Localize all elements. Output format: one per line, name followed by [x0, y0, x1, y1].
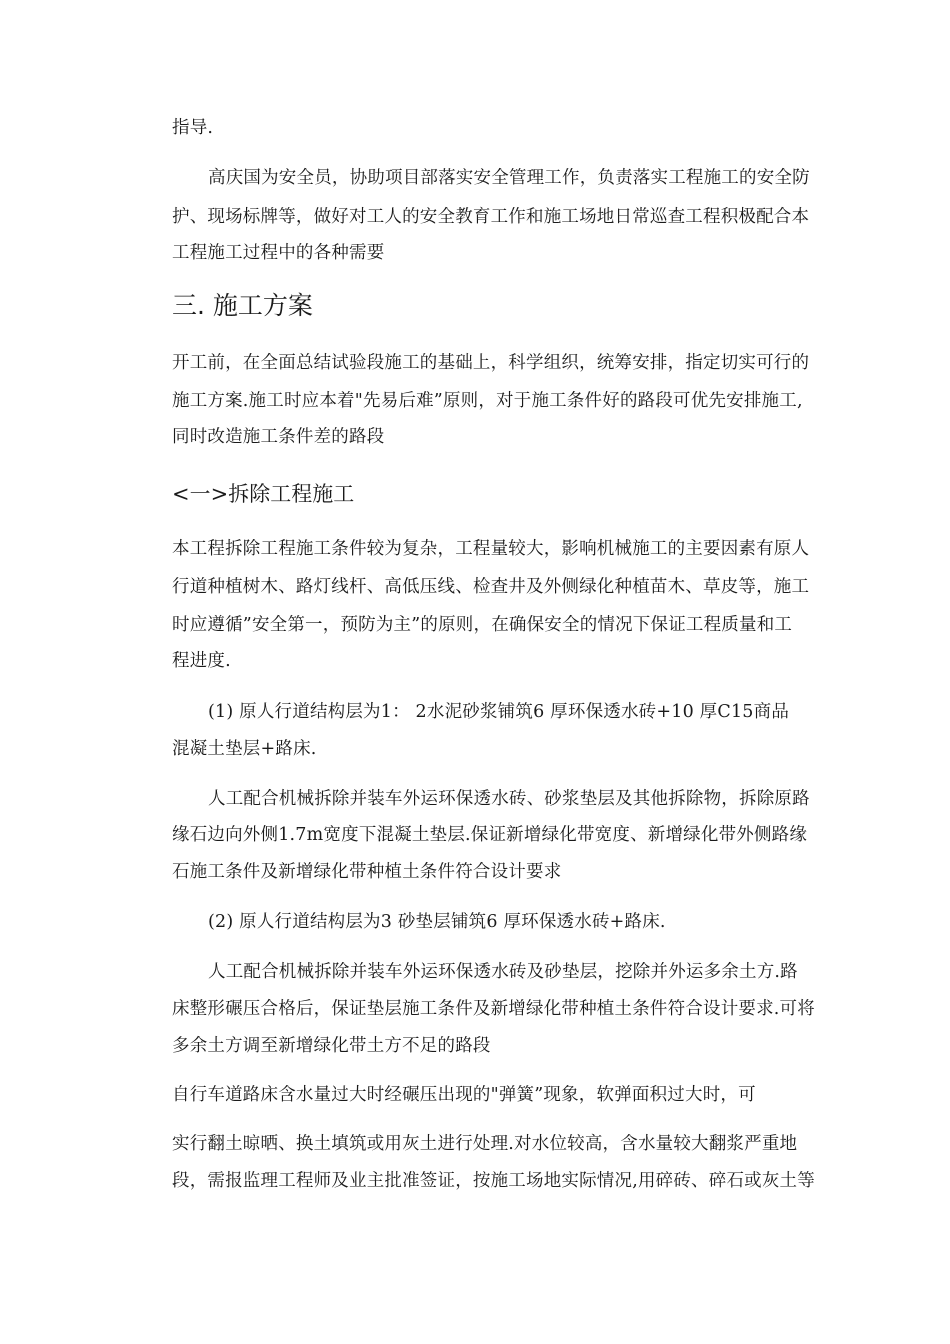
text-line: 缘石边向外侧1.7m宽度下混凝土垫层.保证新增绿化带宽度、新增绿化带外侧路缘 — [172, 825, 808, 845]
text-line: 指导. — [172, 118, 214, 138]
text-line: 同时改造施工条件差的路段 — [172, 427, 385, 447]
text-line: 程进度. — [172, 651, 231, 671]
text-line: 自行车道路床含水量过大时经碾压出现的"弹簧”现象，软弹面积过大时，可 — [172, 1085, 756, 1105]
text-line: 行道种植树木、路灯线杆、高低压线、检查井及外侧绿化种植苗木、草皮等，施工 — [172, 577, 810, 597]
text-line: 多余土方调至新增绿化带土方不足的路段 — [172, 1036, 491, 1056]
text-line: 时应遵循”安全第一，预防为主”的原则，在确保安全的情况下保证工程质量和工 — [172, 615, 793, 635]
text-line: 实行翻土晾晒、换土填筑或用灰土进行处理.对水位较高，含水量较大翻浆严重地 — [172, 1134, 798, 1154]
text-line: 本工程拆除工程施工条件较为复杂，工程量较大，影响机械施工的主要因素有原人 — [172, 539, 810, 559]
subsection-heading: <一>拆除工程施工 — [172, 482, 355, 506]
text-line: 石施工条件及新增绿化带种植土条件符合设计要求 — [172, 862, 562, 882]
text-line: 人工配合机械拆除并装车外运环保透水砖及砂垫层，挖除并外运多余土方.路 — [208, 962, 798, 982]
text-line: (1) 原人行道结构层为1： 2水泥砂浆铺筑6 厚环保透水砖+10 厚C15商品 — [208, 702, 790, 722]
text-line: 段，需报监理工程师及业主批准签证，按施工场地实际情况,用碎砖、碎石或灰土等 — [172, 1171, 815, 1191]
text-line: 开工前，在全面总结试验段施工的基础上，科学组织，统筹安排，指定切实可行的 — [172, 353, 810, 373]
section-heading: 三. 施工方案 — [172, 291, 313, 320]
text-line: 高庆国为安全员，协助项目部落实安全管理工作，负责落实工程施工的安全防 — [208, 168, 810, 188]
text-line: 工程施工过程中的各种需要 — [172, 243, 385, 263]
text-line: 混凝土垫层+路床. — [172, 739, 317, 759]
text-line: 床整形碾压合格后，保证垫层施工条件及新增绿化带种植土条件符合设计要求.可将 — [172, 999, 815, 1019]
text-line: (2) 原人行道结构层为3 砂垫层铺筑6 厚环保透水砖+路床. — [208, 912, 666, 932]
text-line: 人工配合机械拆除并装车外运环保透水砖、砂浆垫层及其他拆除物，拆除原路 — [208, 789, 810, 809]
text-line: 施工方案.施工时应本着"先易后难”原则，对于施工条件好的路段可优先安排施工, — [172, 391, 803, 411]
text-line: 护、现场标牌等，做好对工人的安全教育工作和施工场地日常巡查工程积极配合本 — [172, 207, 810, 227]
